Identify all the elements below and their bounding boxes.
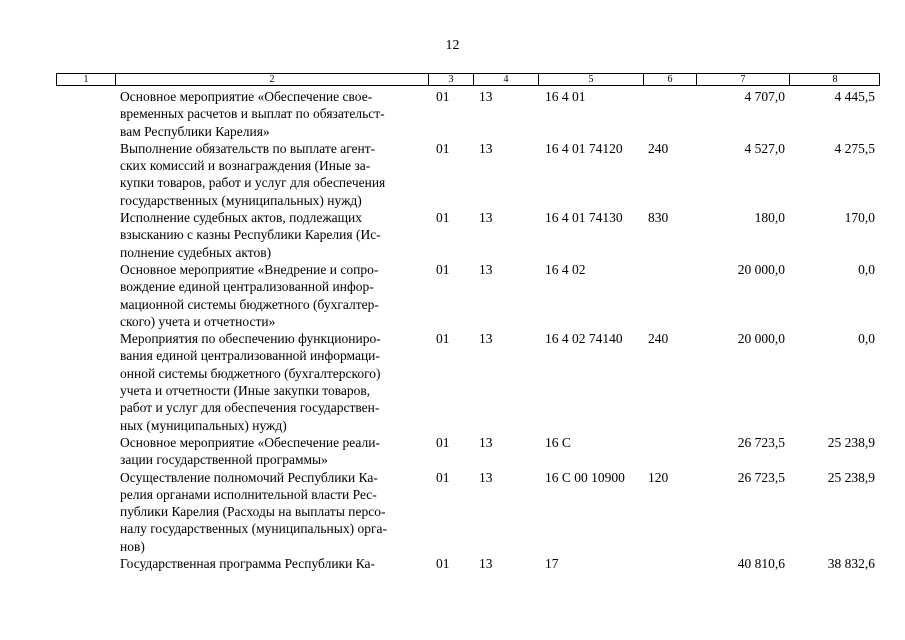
row-expense-type: 830 [648, 210, 669, 226]
row-description [120, 555, 420, 572]
table-row [0, 261, 905, 330]
row-target-article: 16 4 01 74130 [545, 210, 623, 226]
row-section-code: 01 [436, 434, 450, 450]
row-section-code: 01 [436, 556, 450, 572]
row-expense-type: 120 [648, 469, 669, 485]
table-row [0, 469, 905, 555]
row-target-article: 16 4 01 74120 [545, 140, 623, 156]
table-body [0, 88, 905, 572]
header-col-2: 2 [116, 74, 429, 85]
row-amount-year-1: 20 000,0 [737, 261, 785, 277]
description-line: работ и услуг для обеспечения государствен- [120, 400, 380, 416]
page-number: 12 [445, 38, 460, 53]
description-line: временных расчетов и выплат по обязательст- [120, 106, 385, 122]
row-subsection-code: 13 [479, 434, 493, 450]
description-line: Основное мероприятие «Внедрение и сопро- [120, 261, 379, 277]
row-amount-year-2: 25 238,9 [827, 469, 875, 485]
description-line: ского) учета и отчетности» [120, 313, 276, 329]
table-row [0, 209, 905, 261]
description-line: Осуществление полномочий Республики Ка- [120, 469, 378, 485]
row-amount-year-1: 40 810,6 [737, 556, 785, 572]
header-col-1: 1 [57, 74, 116, 85]
description-line: вам Республики Карелия» [120, 123, 270, 139]
row-description [120, 209, 420, 261]
description-line: Основное мероприятие «Обеспечение свое- [120, 89, 373, 104]
header-col-5: 5 [539, 74, 644, 85]
row-target-article: 16 4 02 74140 [545, 331, 623, 347]
row-target-article: 16 С [545, 434, 571, 450]
table-header [56, 73, 880, 86]
header-col-6: 6 [644, 74, 697, 85]
description-line: налу государственных (муниципальных) орга- [120, 521, 387, 537]
row-section-code: 01 [436, 331, 450, 347]
description-line: публики Карелия (Расходы на выплаты персо- [120, 504, 386, 520]
description-line: мационной системы бюджетного (бухгалтер- [120, 296, 379, 312]
description-line: вождение единой централизованной инфор- [120, 279, 374, 295]
row-subsection-code: 13 [479, 261, 493, 277]
row-section-code: 01 [436, 469, 450, 485]
row-amount-year-2: 170,0 [844, 210, 875, 226]
row-section-code: 01 [436, 261, 450, 277]
table-row [0, 88, 905, 140]
row-amount-year-1: 180,0 [754, 210, 785, 226]
row-subsection-code: 13 [479, 210, 493, 226]
table-row [0, 555, 905, 572]
description-line: Государственная программа Республики Ка- [120, 556, 376, 572]
description-line: полнение судебных актов) [120, 244, 272, 260]
row-subsection-code: 13 [479, 469, 493, 485]
header-col-7: 7 [697, 74, 790, 85]
row-section-code: 01 [436, 89, 450, 104]
row-amount-year-1: 4 707,0 [744, 89, 785, 104]
row-target-article: 16 С 00 10900 [545, 469, 625, 485]
row-description [120, 261, 420, 330]
description-line: нов) [120, 538, 145, 554]
description-line: государственных (муниципальных) нужд) [120, 192, 362, 208]
description-line: Исполнение судебных актов, подлежащих [120, 210, 363, 226]
row-amount-year-1: 20 000,0 [737, 331, 785, 347]
row-expense-type: 240 [648, 140, 669, 156]
row-description [120, 88, 420, 140]
row-subsection-code: 13 [479, 556, 493, 572]
row-amount-year-2: 4 445,5 [834, 89, 875, 104]
table-row [0, 330, 905, 434]
description-line: купки товаров, работ и услуг для обеспечения [120, 175, 386, 191]
row-target-article: 17 [545, 556, 559, 572]
row-amount-year-2: 25 238,9 [827, 434, 875, 450]
row-subsection-code: 13 [479, 331, 493, 347]
description-line: онной системы бюджетного (бухгалтерского) [120, 365, 381, 381]
header-col-8: 8 [832, 74, 838, 85]
description-line: релия органами исполнительной власти Рес- [120, 486, 377, 502]
row-section-code: 01 [436, 210, 450, 226]
row-amount-year-2: 38 832,6 [827, 556, 875, 572]
row-target-article: 16 4 02 [545, 261, 586, 277]
row-description [120, 434, 420, 469]
row-amount-year-1: 4 527,0 [744, 140, 785, 156]
table-row [0, 140, 905, 209]
header-col-4: 4 [474, 74, 539, 85]
description-line: Основное мероприятие «Обеспечение реали- [120, 434, 380, 450]
row-section-code: 01 [436, 140, 450, 156]
description-line: Выполнение обязательств по выплате агент- [120, 140, 376, 156]
row-amount-year-1: 26 723,5 [737, 434, 785, 450]
description-line: ских комиссий и вознаграждения (Иные за- [120, 158, 371, 174]
description-line: ных (муниципальных) нужд) [120, 417, 287, 433]
description-line: вания единой централизованной информаци- [120, 348, 380, 364]
description-line: учета и отчетности (Иные закупки товаров, [120, 383, 371, 399]
row-expense-type: 240 [648, 331, 669, 347]
description-line: взысканию с казны Республики Карелия (Ис- [120, 227, 381, 243]
row-subsection-code: 13 [479, 140, 493, 156]
description-line: зации государственной программы» [120, 452, 328, 468]
row-amount-year-2: 0,0 [858, 261, 875, 277]
header-col-3: 3 [429, 74, 474, 85]
row-amount-year-1: 26 723,5 [737, 469, 785, 485]
row-description [120, 469, 420, 555]
row-amount-year-2: 4 275,5 [834, 140, 875, 156]
row-description [120, 140, 420, 209]
row-target-article: 16 4 01 [545, 89, 586, 104]
row-description [120, 330, 420, 434]
description-line: Мероприятия по обеспечению функциониро- [120, 331, 381, 347]
row-amount-year-2: 0,0 [858, 331, 875, 347]
table-row [0, 434, 905, 469]
row-subsection-code: 13 [479, 89, 493, 104]
